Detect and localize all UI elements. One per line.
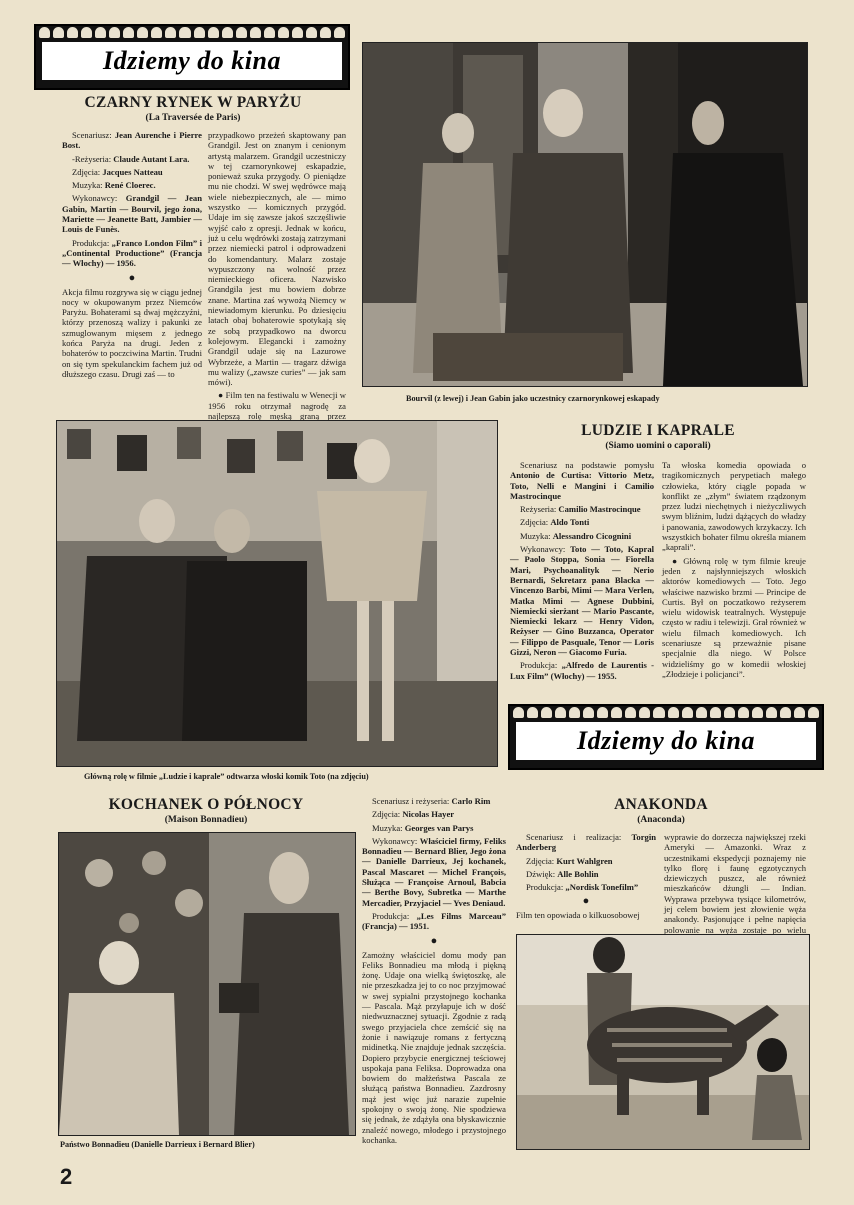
credit-value: Właściciel firmy, Feliks Bonnadieu — Bernard Blier, Jego żona — Danielle Darrieux, Jej kochanek, Pascal Mascaret — Michel François, Służąca — Françoise Arnoul, Babcia — Berthe Bovy, Subretka — Marthe Mercadier, Przyjaciel — Yves Deniaud.: [362, 835, 507, 908]
credit-label: Dźwięk:: [526, 868, 558, 879]
page-number: 2: [60, 1164, 73, 1189]
credit-value: Claude Autant Lara.: [113, 153, 190, 164]
credit-label: Produkcja:: [372, 910, 417, 921]
article3-text-column: [362, 796, 506, 1146]
credit-label: Produkcja:: [520, 660, 562, 671]
credit-label: Scenariusz na podstawie pomysłu: [520, 460, 654, 470]
credits-block: [516, 832, 656, 892]
credit-line: [362, 796, 506, 806]
article-title: CZARNY RYNEK W PARYŻU: [84, 94, 302, 111]
credit-label: Zdjęcia:: [72, 166, 103, 177]
credit-line: [510, 460, 654, 501]
credit-value: „Franco London Film” i „Continental Productione” (Francja — Włochy) — 1956.: [62, 237, 202, 269]
credit-line: [362, 911, 506, 932]
credit-value: Alessandro Cicognini: [552, 530, 632, 541]
credit-value: Aldo Tonti: [550, 517, 590, 528]
credit-value: René Cloerec.: [104, 180, 156, 191]
credit-value: „Alfredo de Laurentis - Lux Film” (Włochy) — 1955.: [510, 660, 654, 681]
article4-column-left: [516, 832, 656, 930]
article-subtitle: (Maison Bonnadieu): [164, 815, 248, 825]
credit-line: [510, 517, 654, 527]
credit-value: Nicolas Hayer: [402, 809, 455, 820]
credit-line: [516, 882, 656, 892]
credit-label: Produkcja:: [526, 882, 566, 893]
credit-value: Georges van Parys: [404, 822, 474, 833]
credits-block: [62, 130, 202, 269]
film-still-czarny-rynek: [362, 42, 808, 387]
section-banner: [508, 704, 824, 770]
credit-value: Torgin Anderberg: [516, 832, 656, 853]
bullet-icon: ●: [672, 555, 684, 566]
article-title: KOCHANEK O PÓŁNOCY: [108, 796, 304, 813]
article-body-continued: wyprawie do dorzecza największej rzeki Ameryki — Amazonki. Wraz z uczestnikami ekspedycji poznajemy nie tylko florę i faunę egzotycznych dziewiczych puszcz, ale również mieszkańców dżungli — Indian. Wyprawa przebywa tysiące kilometrów, jej celem bowiem jest złowienie węża anakondy. Pasjonujące i pełne napięcia polowanie na węża zostaje po wielu: [664, 832, 806, 935]
credit-line: [362, 836, 506, 908]
article1-column-right: [208, 130, 347, 422]
section-banner: [34, 24, 350, 90]
credit-line: [510, 660, 654, 681]
film-still-anakonda: [516, 934, 810, 1150]
article2-column-left: [510, 460, 654, 698]
credit-label: Muzyka:: [520, 530, 553, 541]
credit-label: Wykonawcy:: [372, 835, 420, 846]
credit-label: -Reżyseria:: [72, 153, 114, 164]
photo-caption: Bourvil (z lewej) i Jean Gabin jako uczestnicy czarnorynkowej eskapady: [406, 394, 660, 403]
credit-value: Grandgil — Jean Gabin, Martin — Bourvil, jego żona, Mariette — Jeanette Batt, Jambier — Louis de Funès.: [62, 193, 202, 235]
credit-line: [516, 832, 656, 853]
credit-line: [516, 869, 656, 879]
credit-label: Scenariusz i reżyseria:: [372, 796, 452, 806]
separator-dot: ●: [430, 934, 438, 947]
article-body: Akcja filmu rozgrywa się w ciągu jednej nocy w okupowanym przez Niemców Paryżu. Bohaterami są dwaj mężczyźni, którzy przenoszą walizy i pakunki ze szmuglowanym mięsem z jednego końca Paryża na drugi. Jeden z bohaterów to poczciwina Martin. Trudni on się tym spekulanckim fachem już od dłuższego czasu. Drugi zaś — to: [62, 286, 202, 379]
credit-label: Reżyseria:: [520, 504, 559, 515]
article1-column-left: [62, 130, 202, 386]
credit-value: Alle Bohlin: [557, 868, 599, 879]
credit-label: Wykonawcy:: [520, 544, 571, 555]
separator-dot: ●: [128, 271, 136, 284]
article-body: Ta włoska komedia opowiada o tragikomicznych perypetiach małego człowieka, który ciągle popada w konflikt ze „złym” światem rządzonym przez ludzi niechętnych i nieżyczliwych swym bliźnim, ludzi dążących do władzy i panowania, zawodowych krzykaczy. Ich wszystkich bohater filmu określa mianem „kaprali”.: [662, 460, 806, 553]
article-title: ANAKONDA: [614, 796, 708, 813]
photo-caption: Państwo Bonnadieu (Danielle Darrieux i Bernard Blier): [60, 1140, 255, 1149]
credit-value: Jean Aurenche i Pierre Bost.: [62, 130, 202, 151]
credit-label: Muzyka:: [72, 180, 105, 191]
credits-block: [362, 796, 506, 932]
credit-label: Wykonawcy:: [72, 193, 126, 204]
credit-line: [62, 238, 202, 269]
bullet-icon: ●: [218, 390, 226, 401]
credit-label: Muzyka:: [372, 822, 405, 833]
credit-value: Carlo Rim: [451, 796, 491, 806]
article-note: ● Film ten na festiwalu w Wenecji w 1956 roku otrzymał nagrodę za najlepszą rolę męską graną przez: [208, 390, 347, 422]
credit-line: [62, 193, 202, 234]
credit-value: Antonio de Curtisa: Vittorio Metz, Toto, Nelli e Mangini i Camilio Mastrocinque: [510, 470, 654, 501]
article4-column-right: [664, 832, 806, 935]
article2-column-right: [662, 460, 806, 698]
credit-line: [510, 504, 654, 514]
banner-title: Idziemy do kina: [42, 42, 342, 80]
film-still-kochanek-o-polnocy: [58, 832, 356, 1136]
credit-label: Scenariusz:: [72, 130, 115, 140]
article-body: Zamożny właściciel domu mody pan Feliks Bonnadieu ma młodą i piękną żonę. Udaje ona wielką świętoszkę, ale nie przeszkadza jej to co noc przyjmować w swej sypialni przystojnego kochanka — Pascala. Mąż przyłapuje ich w dość niedwuznacznej sytuacji. Zgodnie z radą swego przyjaciela chce zemścić się na żonie i nawiązuje romans z fertyczną midinetką. Nie znajduje jednak szczęścia. Dopiero przybycie energicznej teściowej uspokaja pana Feliksa. Doprowadza ona bowiem do małżeństwa Pascala ze służącą państwa Bonnadieu. Zazdrosny mąż jest więc już narazie zupełnie spokojny o swoją żonę. Nie spodziewa się jednak, że zdążyła ona błyskawicznie znaleźć nowego, młodego i przystojnego kochanka.: [362, 949, 506, 1145]
credit-label: Scenariusz i realizacja:: [526, 832, 632, 842]
article-subtitle: (Siamo uomini o caporali): [605, 441, 711, 451]
credit-line: [62, 180, 202, 190]
credit-line: [62, 167, 202, 177]
photo-caption: Główną rolę w filmie „Ludzie i kaprale” odtwarza włoski komik Toto (na zdjęciu): [84, 772, 369, 781]
banner-title: Idziemy do kina: [516, 722, 816, 760]
article-body-continued: ● Główną rolę w tym filmie kreuje jeden z najsłynniejszych włoskich aktorów komediowych — Toto. Jego właściwe nazwisko brzmi — Principe de Curtis. Był on poczatkowo reżyserem wielu widowisk teatralnych. Występuje często w radiu i telewizji. Grał również w wielu filmach komediowych. Ich scenariusze są przeważnie pisane specjalnie dla niego. W Polsce widzieliśmy go w komedii włoskiej „Złodzieje i policjanci”.: [662, 555, 806, 679]
credit-label: Produkcja:: [72, 237, 112, 248]
credit-label: Zdjęcia:: [520, 517, 551, 528]
credit-value: Kurt Wahlgren: [556, 855, 613, 866]
credit-line: [510, 531, 654, 541]
credits-block: [510, 460, 654, 681]
article-body: Film ten opowiada o kilkuosobowej: [516, 910, 640, 921]
credit-value: „Les Films Marceau” (Francja) — 1951.: [362, 910, 506, 932]
credit-label: Zdjęcia:: [526, 855, 557, 866]
separator-dot: ●: [582, 895, 590, 908]
credit-label: Zdjęcia:: [372, 809, 403, 820]
credit-line: [362, 823, 506, 833]
banner-crowd-decoration: [510, 706, 822, 720]
article-subtitle: (Anaconda): [637, 815, 685, 825]
credit-value: „Nordisk Tonefilm”: [565, 882, 639, 893]
credit-value: Toto — Toto, Kapral — Paolo Stoppa, Sonia — Fiorella Mari, Psychoanalityk — Nerio Bernardi, Sekretarz pana Blacka — Vincenzo Barbi, Mimi — Mara Verlen, Matka Mimi — Agnese Dubbini, Niemiecki sierżant — Mario Pascante, Niemiecki lekarz — Henry Vidon, Reżyser — Gino Buzzanca, Operator — Filippo de Pasquale, Tenor — Loris Gizzi, Neron — Giacomo Furia.: [510, 544, 655, 658]
article-body-continued: przypadkowo przeżeń skaptowany pan Grandgil. Jest on znanym i cenionym artystą malarzem. Grandgil uczestniczy w tej czarnorynkowej eskapadzie, ponieważ szuka przygody. O pieniądze mu nie chodzi. W swej wędrówce mają wiele niebezpiecznych, ale — mimo wszystko — komicznych przygód. Udaje im się zawsze jakoś szczęśliwie wyjść cało z opresji. Jednak w końcu, już u celu wędrówki zostają zatrzymani przez niemiecki patrol i odprowadzeni do komendantury. Malarz zostaje wypuszczony na wolność przez niemieckiego oficera. Nazwisko Grandgila jest mu bowiem dobrze znane. Martina zaś wywożą Niemcy w niewiadomym kierunku. Po dziesięciu latach obaj bohaterowie spotykają się ze sobą przypadkowo na dworcu kolejowym. Elegancki i zamożny Grandgil udaje się na Lazurowe Wybrzeże, a Martin — tragarz dźwiga mu walizy („zawsze curies” — jak sam mówi).: [208, 130, 346, 388]
article-title: LUDZIE I KAPRALE: [581, 422, 735, 439]
credit-value: Camilio Mastrocinque: [558, 504, 641, 515]
credit-line: [516, 856, 656, 866]
article-subtitle: (La Traversée de Paris): [145, 113, 241, 123]
credit-line: [362, 809, 506, 819]
credit-value: Jacques Natteau: [102, 166, 163, 177]
banner-crowd-decoration: [36, 26, 348, 40]
credit-line: [62, 130, 202, 151]
credit-line: [510, 544, 654, 657]
film-still-ludzie-i-kaprale: [56, 420, 498, 767]
credit-line: [62, 154, 202, 164]
